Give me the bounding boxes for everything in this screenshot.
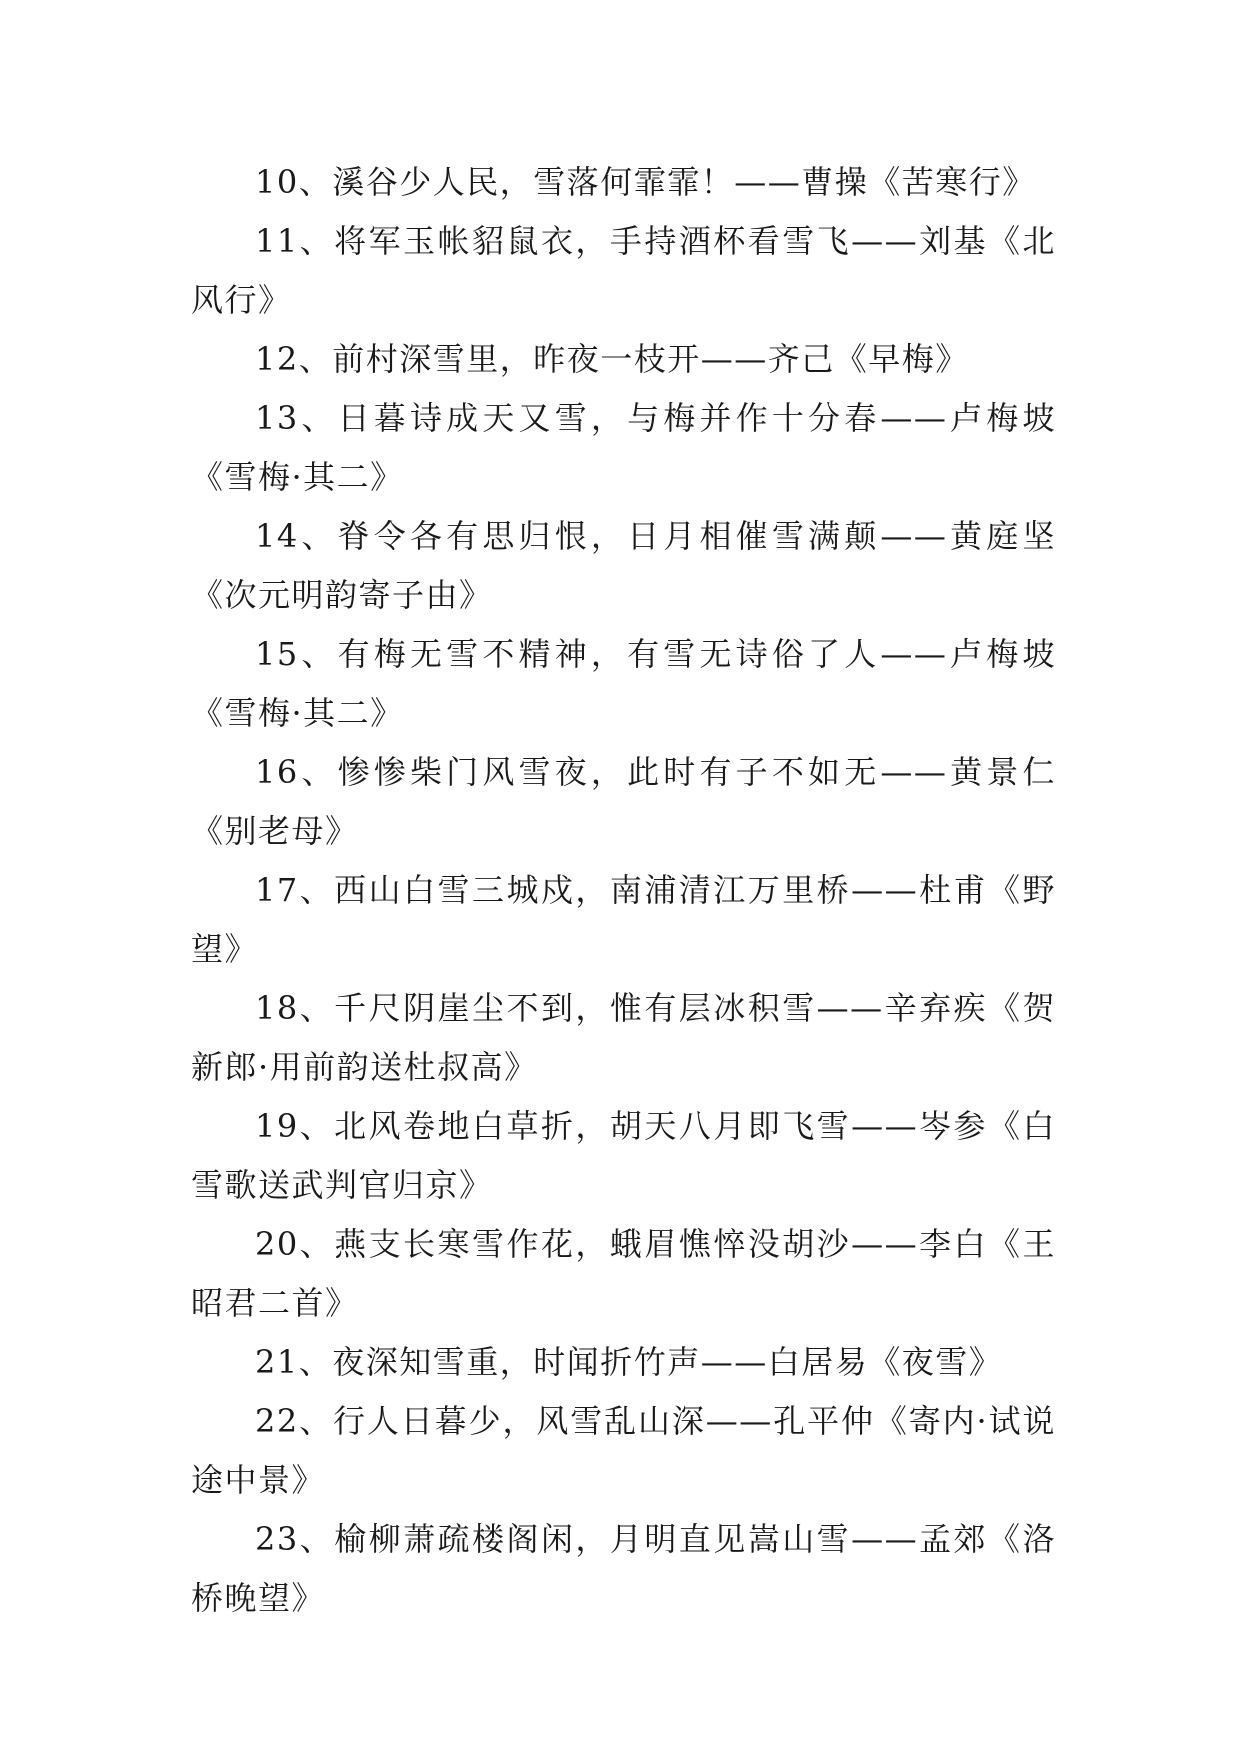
poem-line-23: 23、榆柳萧疏楼阁闲，月明直见嵩山雪——孟郊《洛桥晚望》	[191, 1520, 1056, 1617]
poem-line-11: 11、将军玉帐貂鼠衣，手持酒杯看雪飞——刘基《北风行》	[191, 222, 1056, 319]
poem-line-19: 19、北风卷地白草折，胡天八月即飞雪——岑参《白雪歌送武判官归京》	[191, 1107, 1056, 1204]
poem-line-16: 16、惨惨柴门风雪夜，此时有子不如无——黄景仁《别老母》	[191, 753, 1056, 850]
document-body	[191, 153, 1056, 1628]
poem-line-15: 15、有梅无雪不精神，有雪无诗俗了人——卢梅坡《雪梅·其二》	[191, 635, 1056, 732]
poem-line-20: 20、燕支长寒雪作花，蛾眉憔悴没胡沙——李白《王昭君二首》	[191, 1225, 1056, 1322]
poem-line-21: 21、夜深知雪重，时闻折竹声——白居易《夜雪》	[255, 1343, 1003, 1381]
poem-line-10: 10、溪谷少人民，雪落何霏霏！——曹操《苦寒行》	[255, 163, 1036, 201]
poem-line-18: 18、千尺阴崖尘不到，惟有层冰积雪——辛弃疾《贺新郎·用前韵送杜叔高》	[191, 989, 1056, 1086]
poem-line-22: 22、行人日暮少，风雪乱山深——孔平仲《寄内·试说途中景》	[191, 1402, 1056, 1499]
poem-line-14: 14、脊令各有思归恨，日月相催雪满颠——黄庭坚《次元明韵寄子由》	[191, 517, 1056, 614]
poem-line-17: 17、西山白雪三城戍，南浦清江万里桥——杜甫《野望》	[191, 871, 1056, 968]
poem-line-12: 12、前村深雪里，昨夜一枝开——齐己《早梅》	[255, 340, 969, 378]
poem-line-13: 13、日暮诗成天又雪，与梅并作十分春——卢梅坡《雪梅·其二》	[191, 399, 1056, 496]
